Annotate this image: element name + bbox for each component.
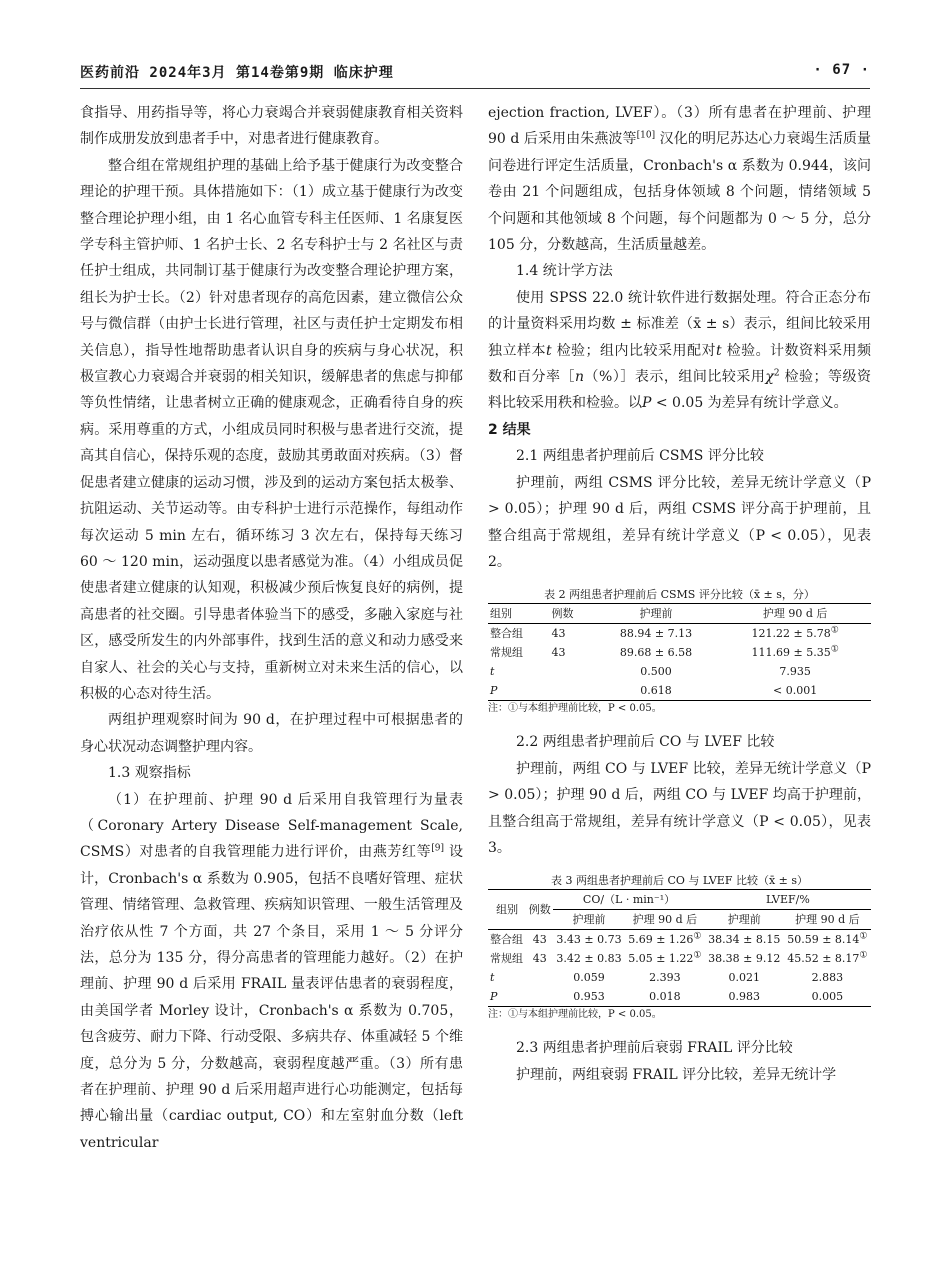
running-header [80,62,870,86]
paragraph: 护理前，两组 CSMS 评分比较，差异无统计学意义（P > 0.05）；护理 90 d 后，两组 CSMS 评分高于护理前，且整合组高于常规组，差异有统计学意义（P < 0.05），见表 2。 [488,474,871,570]
paragraph: 整合组在常规组护理的基础上给予基于健康行为改变整合理论的护理干预。具体措施如下：（1）成立基于健康行为改变整合理论护理小组，由 1 名心血管专科主任医师、1 名康复医学专科主管护师、1 名护士长、2 名专科护士与 2 名社区与责任护士组成，共同制订基于健康行为改变整合理论护理方案，组长为护士长。（2）针对患者现存的高危因素，建立微信公众号与微信群（由护士长进行管理，社区与责任护士定期发布相关信息），指导性地帮助患者认识自身的疾病与身心状况，积极宣教心力衰竭合并衰弱的相关知识，缓解患者的焦虑与抑郁等负性情绪，让患者树立正确的健康观念，正确看待自身的疾病。采用尊重的方式，小组成员同时积极与患者进行交流，提高其自信心，保持乐观的态度，鼓励其勇敢面对疾病。（3）督促患者建立健康的运动习惯，涉及到的运动方案包括太极拳、抗阻运动、关节运动等。由专科护士进行示范操作，每组动作每次运动 5 min 左右，循环练习 3 次左右，保持每天练习 60 ～ 120 min，运动强度以患者感觉为准。（4）小组成员促使患者建立健康的认知观，积极减少预后恢复良好的病例，提高患者的社交圈。引导患者体验当下的感受，多融入家庭与社区，感受所发生的内外部事件，找到生活的意义和动力感受来自家人、社会的关心与支持，重新树立对未来生活的信心，以积极的心态对待生活。 [80,157,463,702]
table-header: 护理前 [705,910,784,930]
section-heading-2-2: 2.2 两组患者护理前后 CO 与 LVEF 比较 [516,734,775,751]
citation: [10] [636,130,656,141]
table-row: 常规组 43 89.68 ± 6.58 111.69 ± 5.35① [490,644,839,660]
table-row: P 0.953 0.018 0.983 0.005 [488,987,871,1007]
table-row: t 0.059 2.393 0.021 2.883 [490,971,844,985]
paragraph: 护理前，两组 CO 与 LVEF 比较，差异无统计学意义（P > 0.05）；护理 90 d 后，两组 CO 与 LVEF 均高于护理前，且整合组高于常规组，差异有统计学意义（P < 0.05），见表 3。 [488,760,871,856]
paragraph: 护理前，两组衰弱 FRAIL 评分比较，差异无统计学 [516,1066,837,1083]
header-rule [80,88,870,89]
section-heading-2: 2 结果 [488,421,531,438]
table-row: 整合组 43 3.43 ± 0.73 5.69 ± 1.26① 38.34 ± 8.15 50.59 ± 8.14① [490,931,868,947]
section-heading-2-3: 2.3 两组患者护理前后衰弱 FRAIL 评分比较 [516,1040,793,1057]
table-header: CO/（L · min⁻¹） [553,890,705,910]
table-row: 常规组 43 3.42 ± 0.83 5.05 ± 1.22① 38.38 ± 9.12 45.52 ± 8.17① [490,950,868,966]
section-heading-2-1: 2.1 两组患者护理前后 CSMS 评分比较 [516,448,764,465]
journal-info: 医药前沿 2024年3月 第14卷第9期 临床护理 [80,65,394,81]
table-3 [488,889,871,1007]
paragraph: （1）在护理前、护理 90 d 后采用自我管理行为量表（Coronary Artery Disease Self-management Scale, CSMS）对患者的自我管理能力进行评价，由燕芳红等[9] 设计，Cronbach's α 系数为 0.905，包括不良嗜好管理、症状管理、情绪管理、急救管理、疾病知识管理、一般生活管理及治疗依从性 7 个方面，共 27 个条目，采用 1 ～ 5 分评分法，总分为 135 分，得分高患者的管理能力越好。（2）在护理前、护理 90 d 后采用 FRAIL 量表评估患者的衰弱程度，由美国学者 Morley 设计，Cronbach's α 系数为 0.705，包含疲劳、耐力下降、行动受限、多病共存、体重减轻 5 个维度，总分为 5 分，分数越高，衰弱程度越严重。（3）所有患者在护理前、护理 90 d 后采用超声进行心功能测定，包括每搏心输出量（cardiac output, CO）和左室射血分数（left ventricular [80,791,463,1151]
left-column [80,100,463,1156]
table-row: t 0.500 7.935 [490,665,811,679]
paragraph: 两组护理观察时间为 90 d，在护理过程中可根据患者的身心状况动态调整护理内容。 [80,712,463,755]
table-header: 护理前 [593,604,720,624]
table-row: P 0.618 < 0.001 [488,681,871,701]
paragraph: 食指导、用药指导等，将心力衰竭合并衰弱健康教育相关资料制作成册发放到患者手中，对患者进行健康教育。 [80,105,463,148]
table-header: 组别 [488,604,549,624]
table-row: 整合组 43 88.94 ± 7.13 121.22 ± 5.78① [490,625,839,641]
table-2-note: 注：①与本组护理前比较，P < 0.05。 [488,703,662,715]
citation: [9] [431,843,444,854]
section-heading-1-3: 1.3 观察指标 [108,765,191,782]
right-column [488,100,871,1088]
table-2 [488,603,871,701]
table-header: 护理 90 d 后 [784,910,871,930]
table-2-caption: 表 2 两组患者护理前后 CSMS 评分比较（x̄ ± s，分） [544,588,815,602]
table-header: 例数 [549,604,592,624]
section-heading-1-4: 1.4 统计学方法 [516,263,613,280]
table-header: 护理 90 d 后 [719,604,871,624]
table-3-caption: 表 3 两组患者护理前后 CO 与 LVEF 比较（x̄ ± s） [550,874,809,888]
table-header: 护理前 [553,910,625,930]
table-header: LVEF/% [705,890,871,910]
paragraph: 使用 SPSS 22.0 统计软件进行数据处理。符合正态分布的计量资料采用均数 ± 标准差（x̄ ± s）表示，组间比较采用独立样本t 检验；组内比较采用配对t 检验。计数资料采用频数和百分率［n（%）］表示，组间比较采用$\chi^2$ 检验；等级资料比较采用秩和检验。以P < 0.05 为差异有统计学意义。 [488,289,872,412]
paragraph: ejection fraction, LVEF）。（3）所有患者在护理前、护理 90 d 后采用由朱燕波等[10] 汉化的明尼苏达心力衰竭生活质量问卷进行评定生活质量，Cronbach's α 系数为 0.944，该问卷由 21 个问题组成，包括身体领域 8 个问题，情绪领域 5 个问题和其他领域 8 个问题，每个问题都为 0 ～ 5 分，总分 105 分，分数越高，生活质量越差。 [488,105,871,254]
page-number: · 67 · [813,62,870,78]
table-header: 护理 90 d 后 [625,910,705,930]
table-header: 例数 [526,890,553,930]
table-3-note: 注：①与本组护理前比较，P < 0.05。 [488,1009,662,1021]
table-header: 组别 [488,890,526,930]
